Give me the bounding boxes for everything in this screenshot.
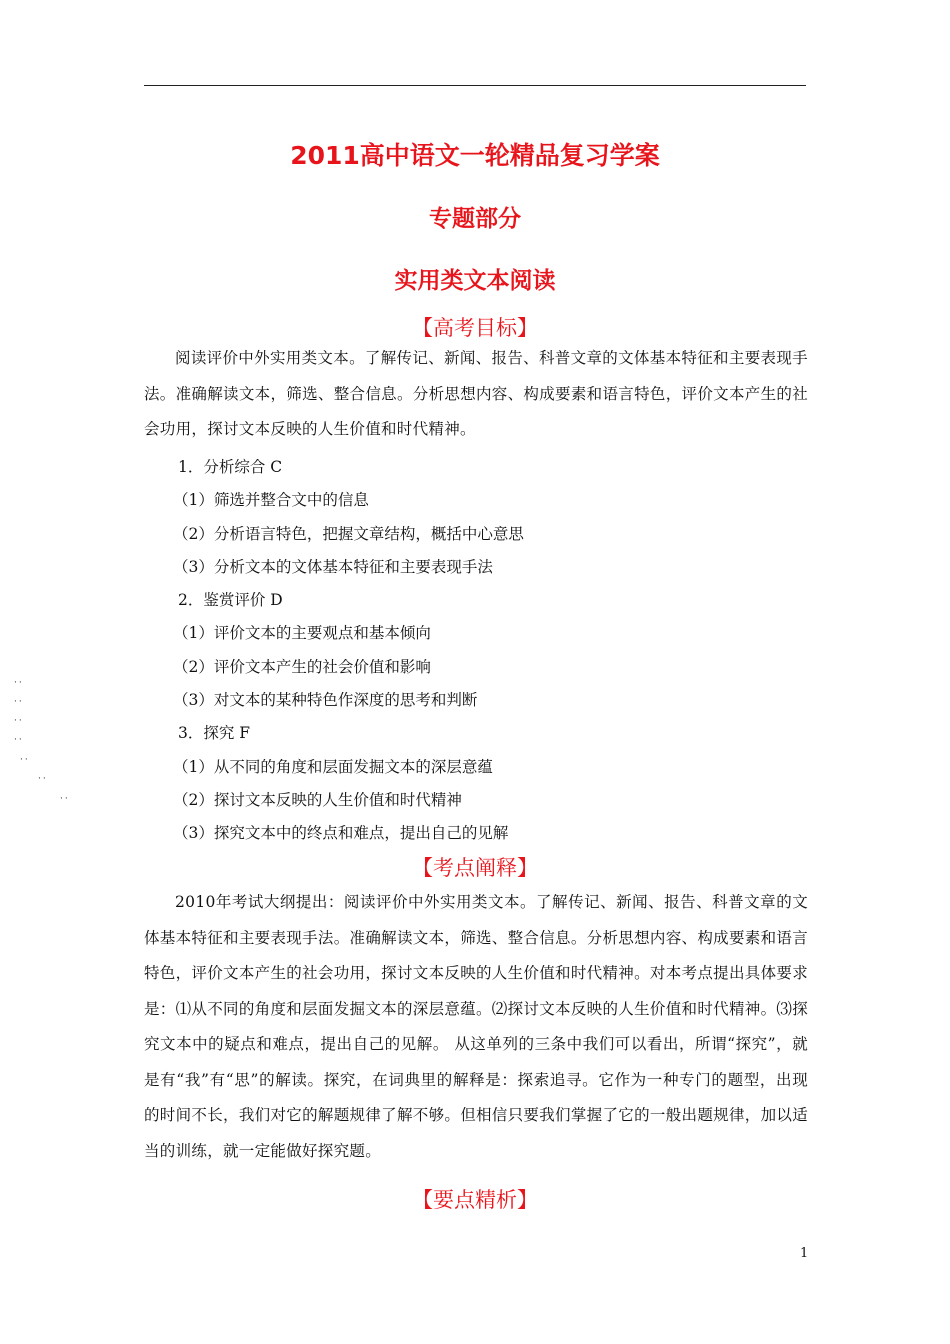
- page-number: 1: [800, 1246, 809, 1261]
- list-item: （3）对文本的某种特色作深度的思考和判断: [173, 691, 478, 710]
- margin-dots: ··: [38, 774, 48, 784]
- list-item: 1．分析综合 C: [178, 458, 283, 476]
- points-heading: 【要点精析】: [412, 1188, 538, 1212]
- list-item: 2．鉴赏评价 D: [178, 591, 283, 610]
- list-item: （1）筛选并整合文中的信息: [173, 491, 369, 510]
- margin-dots: ··: [14, 697, 24, 707]
- explain-heading: 【考点阐释】: [412, 856, 538, 880]
- list-item: （3）分析文本的文体基本特征和主要表现手法: [173, 557, 493, 576]
- header-rule: [144, 85, 806, 86]
- list-item: （1）从不同的角度和层面发掘文本的深层意蕴: [173, 757, 493, 776]
- margin-dots: ··: [14, 735, 24, 745]
- page-title: 2011高中语文一轮精品复习学案: [290, 141, 660, 170]
- margin-dots: ··: [14, 716, 24, 726]
- list-item: （2）分析语言特色，把握文章结构，概括中心意思: [173, 524, 524, 543]
- list-item: （1）评价文本的主要观点和基本倾向: [173, 624, 431, 643]
- margin-dots: ··: [20, 755, 30, 765]
- margin-dots: ··: [60, 794, 70, 804]
- explain-paragraph: 2010年考试大纲提出：阅读评价中外实用类文本。了解传记、新闻、报告、科普文章的文体基本特征和主要表现手法。准确解读文本，筛选、整合信息。分析思想内容、构成要素和语言特色，评价文本产生的社会功用，探讨文本反映的人生价值和时代精神。对本考点提出具体要求是：⑴从不同的角度和层面发掘文本的深层意蕴。⑵探讨文本反映的人生价值和时代精神。⑶探究文本中的疑点和难点，提出自己的见解。 从这单列的三条中我们可以看出，所谓“探究”，就是有“我”有“思”的解读。探究，在词典里的解释是：探索追寻。它作为一种专门的题型，出现的时间不长，我们对它的解题规律了解不够。但相信只要我们掌握了它的一般出题规律，加以适当的训练，就一定能做好探究题。: [144, 893, 808, 1160]
- goal-paragraph: 阅读评价中外实用类文本。了解传记、新闻、报告、科普文章的文体基本特征和主要表现手法。准确解读文本，筛选、整合信息。分析思想内容、构成要素和语言特色，评价文本产生的社会功用，探讨文本反映的人生价值和时代精神。: [144, 349, 808, 438]
- list-item: 3．探究 F: [178, 724, 251, 743]
- goal-list: [173, 451, 798, 851]
- margin-dots: ··: [14, 678, 24, 688]
- subtitle-reading: 实用类文本阅读: [394, 268, 556, 294]
- list-item: （2）评价文本产生的社会价值和影响: [173, 657, 431, 676]
- list-item: （3）探究文本中的终点和难点，提出自己的见解: [173, 824, 509, 843]
- goal-heading: 【高考目标】: [412, 316, 538, 340]
- subtitle-topic: 专题部分: [429, 206, 521, 232]
- list-item: （2）探讨文本反映的人生价值和时代精神: [173, 790, 462, 809]
